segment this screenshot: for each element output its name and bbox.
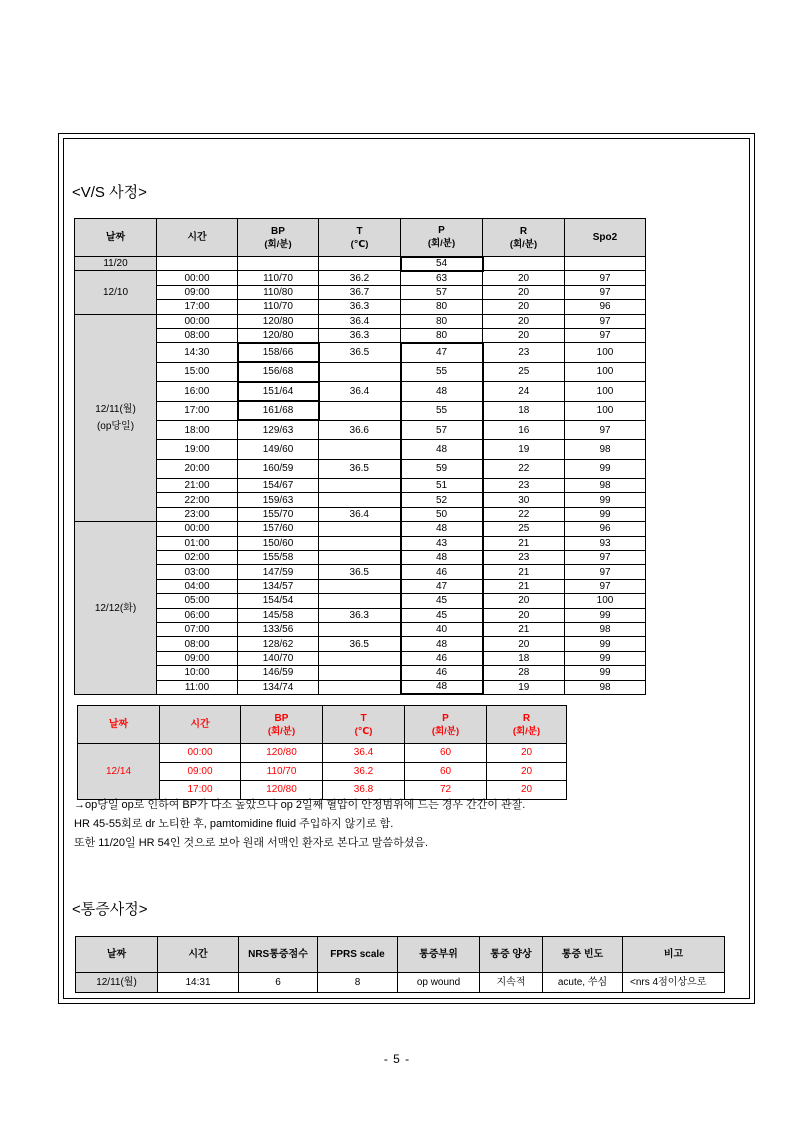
vs-t-cell	[319, 493, 401, 507]
vs-row	[75, 314, 646, 328]
vs-r-cell: 24	[483, 382, 565, 401]
vs-date-cell	[75, 314, 157, 522]
post-op-bp-cell: 110/70	[241, 762, 323, 781]
vs-time-cell: 05:00	[157, 594, 238, 608]
vs-row	[75, 579, 646, 593]
vs-t-cell	[319, 666, 401, 680]
vs-p-cell: 45	[401, 594, 483, 608]
post-op-t-cell: 36.2	[323, 762, 405, 781]
vs-bp-cell: 120/80	[238, 314, 319, 328]
vs-time-cell: 08:00	[157, 637, 238, 651]
pain-header-row	[76, 937, 725, 973]
vs-p-cell: 48	[401, 522, 483, 536]
vs-r-cell: 20	[483, 271, 565, 285]
vs-header-date: 날짜	[75, 219, 157, 257]
vs-time-cell: 00:00	[157, 271, 238, 285]
vs-bp-cell: 157/60	[238, 522, 319, 536]
vs-p-cell: 50	[401, 507, 483, 521]
vs-r-cell: 23	[483, 343, 565, 362]
vs-time-cell: 21:00	[157, 479, 238, 493]
vs-t-cell: 36.6	[319, 420, 401, 439]
vs-p-cell: 46	[401, 565, 483, 579]
vital-signs-table	[74, 218, 646, 695]
post-op-r-cell: 20	[487, 781, 567, 800]
vs-spo2-cell: 97	[565, 565, 646, 579]
vs-time-cell: 07:00	[157, 622, 238, 636]
post-op-vital-signs-table	[77, 705, 567, 800]
post-op-t-cell: 36.4	[323, 744, 405, 763]
vs-time-cell: 11:00	[157, 680, 238, 694]
vs-row	[75, 637, 646, 651]
vs-spo2-cell: 99	[565, 666, 646, 680]
vs-header-t-label: T	[356, 225, 363, 237]
post-op-header-r-label: R	[522, 712, 531, 724]
vs-time-cell: 08:00	[157, 328, 238, 342]
vs-t-cell: 36.4	[319, 507, 401, 521]
vs-bp-cell: 151/64	[238, 382, 319, 401]
vs-header-r	[483, 219, 565, 257]
vs-row	[75, 420, 646, 439]
pain-fprs-cell: 8	[318, 973, 398, 993]
vs-time-cell: 15:00	[157, 362, 238, 381]
vs-row	[75, 536, 646, 550]
vs-header-t-unit: (℃)	[350, 238, 369, 250]
pain-header-nrs: NRS통증점수	[239, 937, 318, 973]
vs-time-cell: 23:00	[157, 507, 238, 521]
vs-bp-cell: 158/66	[238, 343, 319, 362]
vs-r-cell: 20	[483, 594, 565, 608]
vs-spo2-cell: 99	[565, 459, 646, 478]
vs-header-bp	[238, 219, 319, 257]
vs-bp-cell: 146/59	[238, 666, 319, 680]
vs-r-cell: 20	[483, 637, 565, 651]
vs-r-cell: 19	[483, 440, 565, 459]
vs-time-cell: 10:00	[157, 666, 238, 680]
vs-t-cell: 36.5	[319, 637, 401, 651]
vs-time-cell: 00:00	[157, 522, 238, 536]
vs-time-cell: 09:00	[157, 285, 238, 299]
pain-header-date: 날짜	[76, 937, 158, 973]
vs-date: 12/12(화)	[94, 602, 137, 614]
post-op-date-cell: 12/14	[78, 744, 160, 800]
vs-time-cell: 22:00	[157, 493, 238, 507]
vs-p-cell: 45	[401, 608, 483, 622]
vs-spo2-cell: 98	[565, 440, 646, 459]
vs-t-cell: 36.3	[319, 300, 401, 314]
vs-spo2-cell: 99	[565, 637, 646, 651]
vs-t-cell	[319, 594, 401, 608]
vs-row	[75, 343, 646, 362]
vs-table-body	[75, 257, 646, 695]
vs-bp-cell: 159/63	[238, 493, 319, 507]
vs-t-cell	[319, 401, 401, 420]
vs-row	[75, 459, 646, 478]
vs-r-cell: 21	[483, 622, 565, 636]
pain-frequency-cell: acute, 쑤심	[543, 973, 623, 993]
vs-bp-cell: 145/58	[238, 608, 319, 622]
vs-bp-cell: 154/54	[238, 594, 319, 608]
vs-time-cell: 20:00	[157, 459, 238, 478]
vs-p-cell: 59	[401, 459, 483, 478]
vs-spo2-cell: 98	[565, 622, 646, 636]
post-op-time-cell: 09:00	[160, 762, 241, 781]
vs-r-cell: 21	[483, 565, 565, 579]
vs-r-cell: 28	[483, 666, 565, 680]
vs-t-cell: 36.3	[319, 328, 401, 342]
vs-time-cell: 03:00	[157, 565, 238, 579]
nursing-note-line: HR 45-55회로 dr 노티한 후, pamtomidine fluid 주입하지 않기로 함.	[74, 818, 394, 830]
vs-spo2-cell: 96	[565, 522, 646, 536]
vs-bp-cell: 154/67	[238, 479, 319, 493]
post-op-header-t-label: T	[360, 712, 367, 724]
vs-t-cell	[319, 362, 401, 381]
vs-spo2-cell: 100	[565, 382, 646, 401]
vs-p-cell: 48	[401, 440, 483, 459]
vs-spo2-cell: 98	[565, 479, 646, 493]
vs-t-cell	[319, 551, 401, 565]
nursing-note-line: →op당일 op로 인하여 BP가 다소 높았으나 op 2일째 혈압이 안정범위에 드는 경우 간간이 관찰.	[74, 799, 526, 811]
vs-p-cell: 47	[401, 579, 483, 593]
vs-p-cell: 48	[401, 382, 483, 401]
post-op-time-cell: 17:00	[160, 781, 241, 800]
vs-bp-cell	[238, 257, 319, 271]
vs-row	[75, 622, 646, 636]
vs-t-cell: 36.3	[319, 608, 401, 622]
post-op-p-cell: 60	[405, 762, 487, 781]
vs-r-cell	[483, 257, 565, 271]
vs-header-t	[319, 219, 401, 257]
vs-date-cell	[75, 522, 157, 695]
vs-r-cell: 20	[483, 314, 565, 328]
vs-p-cell: 48	[401, 551, 483, 565]
vs-row	[75, 382, 646, 401]
vs-r-cell: 21	[483, 536, 565, 550]
post-op-bp-cell: 120/80	[241, 744, 323, 763]
vs-row	[75, 257, 646, 271]
vs-header-p-label: P	[438, 225, 445, 237]
vs-bp-cell: 128/62	[238, 637, 319, 651]
vs-spo2-cell: 99	[565, 493, 646, 507]
vs-t-cell: 36.5	[319, 343, 401, 362]
vs-bp-cell: 133/56	[238, 622, 319, 636]
vs-spo2-cell: 99	[565, 651, 646, 665]
vs-p-cell: 40	[401, 622, 483, 636]
post-op-header-p	[405, 706, 487, 744]
vs-row	[75, 680, 646, 694]
vs-t-cell: 36.2	[319, 271, 401, 285]
vs-spo2-cell: 97	[565, 328, 646, 342]
vs-time-cell: 17:00	[157, 300, 238, 314]
post-op-header-p-unit: (회/분)	[431, 725, 460, 737]
vs-r-cell: 20	[483, 285, 565, 299]
vs-p-cell: 52	[401, 493, 483, 507]
vs-t-cell	[319, 680, 401, 694]
vs-p-cell: 48	[401, 680, 483, 694]
post-op-header-bp-label: BP	[274, 712, 289, 724]
pain-header-pattern: 통증 양상	[480, 937, 543, 973]
post-op-bp-cell: 120/80	[241, 781, 323, 800]
pain-assessment-table	[75, 936, 725, 993]
vs-spo2-cell: 96	[565, 300, 646, 314]
vs-header-bp-unit: (회/분)	[264, 238, 292, 250]
vs-date-cell	[75, 271, 157, 314]
vs-row	[75, 666, 646, 680]
vs-date-cell	[75, 257, 157, 271]
post-op-header-bp	[241, 706, 323, 744]
vs-spo2-cell: 97	[565, 551, 646, 565]
post-op-row	[78, 744, 567, 763]
vs-spo2-cell	[565, 257, 646, 271]
vs-bp-cell: 150/60	[238, 536, 319, 550]
vs-bp-cell: 110/70	[238, 300, 319, 314]
pain-header-frequency: 통증 빈도	[543, 937, 623, 973]
vs-r-cell: 23	[483, 479, 565, 493]
vs-bp-cell: 140/70	[238, 651, 319, 665]
vs-r-cell: 19	[483, 680, 565, 694]
vs-row	[75, 651, 646, 665]
vs-p-cell: 43	[401, 536, 483, 550]
vs-p-cell: 46	[401, 651, 483, 665]
vs-spo2-cell: 97	[565, 314, 646, 328]
vs-row	[75, 440, 646, 459]
vs-t-cell: 36.7	[319, 285, 401, 299]
vs-date: 11/20	[103, 258, 128, 270]
pain-time-cell: 14:31	[158, 973, 239, 993]
vs-r-cell: 16	[483, 420, 565, 439]
vs-time-cell: 01:00	[157, 536, 238, 550]
vs-t-cell	[319, 440, 401, 459]
vs-row	[75, 300, 646, 314]
vs-time-cell: 00:00	[157, 314, 238, 328]
vs-bp-cell: 129/63	[238, 420, 319, 439]
vs-p-cell: 47	[401, 343, 483, 362]
pain-site-cell: op wound	[398, 973, 480, 993]
pain-header-time: 시간	[158, 937, 239, 973]
post-op-r-cell: 20	[487, 744, 567, 763]
page-number: - 5 -	[383, 1052, 411, 1066]
pain-row	[76, 973, 725, 993]
vs-t-cell	[319, 522, 401, 536]
post-op-header-t-unit: (℃)	[354, 725, 373, 737]
vs-bp-cell: 134/57	[238, 579, 319, 593]
vs-r-cell: 20	[483, 328, 565, 342]
vs-t-cell	[319, 257, 401, 271]
pain-header-fprs: FPRS scale	[318, 937, 398, 973]
vs-t-cell	[319, 651, 401, 665]
vs-time-cell: 14:30	[157, 343, 238, 362]
vs-p-cell: 55	[401, 362, 483, 381]
vs-header-r-label: R	[519, 225, 528, 237]
vs-row	[75, 565, 646, 579]
vs-p-cell: 51	[401, 479, 483, 493]
vs-date: 12/11(월)	[95, 403, 136, 415]
post-op-header-t	[323, 706, 405, 744]
vs-bp-cell: 120/80	[238, 328, 319, 342]
vs-date: 12/10	[102, 286, 129, 298]
vs-t-cell	[319, 536, 401, 550]
vs-row	[75, 401, 646, 420]
vs-p-cell: 57	[401, 420, 483, 439]
vs-time-cell: 16:00	[157, 382, 238, 401]
vs-r-cell: 18	[483, 401, 565, 420]
post-op-t-cell: 36.8	[323, 781, 405, 800]
vs-spo2-cell: 97	[565, 579, 646, 593]
vs-time-cell: 04:00	[157, 579, 238, 593]
vs-date-note: (op당일)	[96, 420, 135, 432]
pain-header-remarks: 비고	[623, 937, 725, 973]
vs-spo2-cell: 100	[565, 594, 646, 608]
vs-row	[75, 479, 646, 493]
post-op-header-r	[487, 706, 567, 744]
vs-row	[75, 522, 646, 536]
vs-bp-cell: 147/59	[238, 565, 319, 579]
vs-r-cell: 30	[483, 493, 565, 507]
vs-p-cell: 54	[401, 257, 483, 271]
vs-r-cell: 20	[483, 608, 565, 622]
post-op-r-cell: 20	[487, 762, 567, 781]
vs-p-cell: 80	[401, 314, 483, 328]
vs-t-cell: 36.4	[319, 314, 401, 328]
vs-header-row	[75, 219, 646, 257]
vs-t-cell	[319, 479, 401, 493]
vs-heading: <V/S 사정>	[72, 184, 147, 201]
vs-header-time: 시간	[157, 219, 238, 257]
vs-header-p-unit: (회/분)	[427, 238, 456, 250]
vs-time-cell	[157, 257, 238, 271]
pain-remarks-cell: <nrs 4점이상으로	[623, 973, 725, 993]
vs-time-cell: 02:00	[157, 551, 238, 565]
post-op-header-p-label: P	[442, 712, 449, 724]
vs-row	[75, 551, 646, 565]
vs-bp-cell: 155/70	[238, 507, 319, 521]
post-op-header-row	[78, 706, 567, 744]
vs-row	[75, 328, 646, 342]
vs-bp-cell: 134/74	[238, 680, 319, 694]
vs-bp-cell: 110/80	[238, 285, 319, 299]
vs-r-cell: 18	[483, 651, 565, 665]
vs-row	[75, 507, 646, 521]
vs-r-cell: 22	[483, 507, 565, 521]
vs-header-bp-label: BP	[271, 225, 285, 237]
nursing-note-line: 또한 11/20일 HR 54인 것으로 보아 원래 서맥인 환자로 본다고 말씀하셨음.	[74, 837, 429, 849]
vs-row	[75, 493, 646, 507]
vs-spo2-cell: 97	[565, 420, 646, 439]
post-op-header-time: 시간	[160, 706, 241, 744]
pain-date-cell: 12/11(월)	[76, 973, 158, 993]
vs-time-cell: 09:00	[157, 651, 238, 665]
vs-header-r-unit: (회/분)	[509, 238, 538, 250]
post-op-header-r-unit: (회/분)	[512, 725, 541, 737]
vs-t-cell: 36.4	[319, 382, 401, 401]
vs-spo2-cell: 93	[565, 536, 646, 550]
vs-spo2-cell: 98	[565, 680, 646, 694]
vs-p-cell: 48	[401, 637, 483, 651]
vs-header-spo2: Spo2	[565, 219, 646, 257]
vs-time-cell: 18:00	[157, 420, 238, 439]
vs-bp-cell: 110/70	[238, 271, 319, 285]
vs-t-cell	[319, 579, 401, 593]
vs-bp-cell: 149/60	[238, 440, 319, 459]
vs-spo2-cell: 99	[565, 608, 646, 622]
pain-heading: <통증사정>	[72, 901, 148, 918]
vs-t-cell	[319, 622, 401, 636]
vs-spo2-cell: 100	[565, 362, 646, 381]
vs-row	[75, 594, 646, 608]
post-op-p-cell: 72	[405, 781, 487, 800]
vs-p-cell: 63	[401, 271, 483, 285]
vs-spo2-cell: 97	[565, 271, 646, 285]
vs-time-cell: 19:00	[157, 440, 238, 459]
post-op-p-cell: 60	[405, 744, 487, 763]
vs-p-cell: 80	[401, 328, 483, 342]
pain-pattern-cell: 지속적	[480, 973, 543, 993]
vs-r-cell: 23	[483, 551, 565, 565]
post-op-header-bp-unit: (회/분)	[267, 725, 296, 737]
nursing-notes	[74, 796, 525, 853]
vs-time-cell: 06:00	[157, 608, 238, 622]
vs-spo2-cell: 99	[565, 507, 646, 521]
vs-p-cell: 46	[401, 666, 483, 680]
vs-r-cell: 20	[483, 300, 565, 314]
vs-bp-cell: 156/68	[238, 362, 319, 381]
vs-r-cell: 21	[483, 579, 565, 593]
vs-time-cell: 17:00	[157, 401, 238, 420]
vs-p-cell: 55	[401, 401, 483, 420]
vs-r-cell: 25	[483, 362, 565, 381]
vs-p-cell: 57	[401, 285, 483, 299]
pain-nrs-cell: 6	[239, 973, 318, 993]
vs-r-cell: 25	[483, 522, 565, 536]
pain-header-site: 통증부위	[398, 937, 480, 973]
vs-r-cell: 22	[483, 459, 565, 478]
vs-t-cell: 36.5	[319, 565, 401, 579]
vs-row	[75, 271, 646, 285]
vs-row	[75, 608, 646, 622]
vs-header-p	[401, 219, 483, 257]
vs-row	[75, 362, 646, 381]
vs-spo2-cell: 100	[565, 401, 646, 420]
vs-bp-cell: 155/58	[238, 551, 319, 565]
vs-row	[75, 285, 646, 299]
vs-t-cell: 36.5	[319, 459, 401, 478]
vs-p-cell: 80	[401, 300, 483, 314]
post-op-header-date: 날짜	[78, 706, 160, 744]
vs-spo2-cell: 100	[565, 343, 646, 362]
post-op-time-cell: 00:00	[160, 744, 241, 763]
vs-bp-cell: 161/68	[238, 401, 319, 420]
vs-spo2-cell: 97	[565, 285, 646, 299]
vs-bp-cell: 160/59	[238, 459, 319, 478]
